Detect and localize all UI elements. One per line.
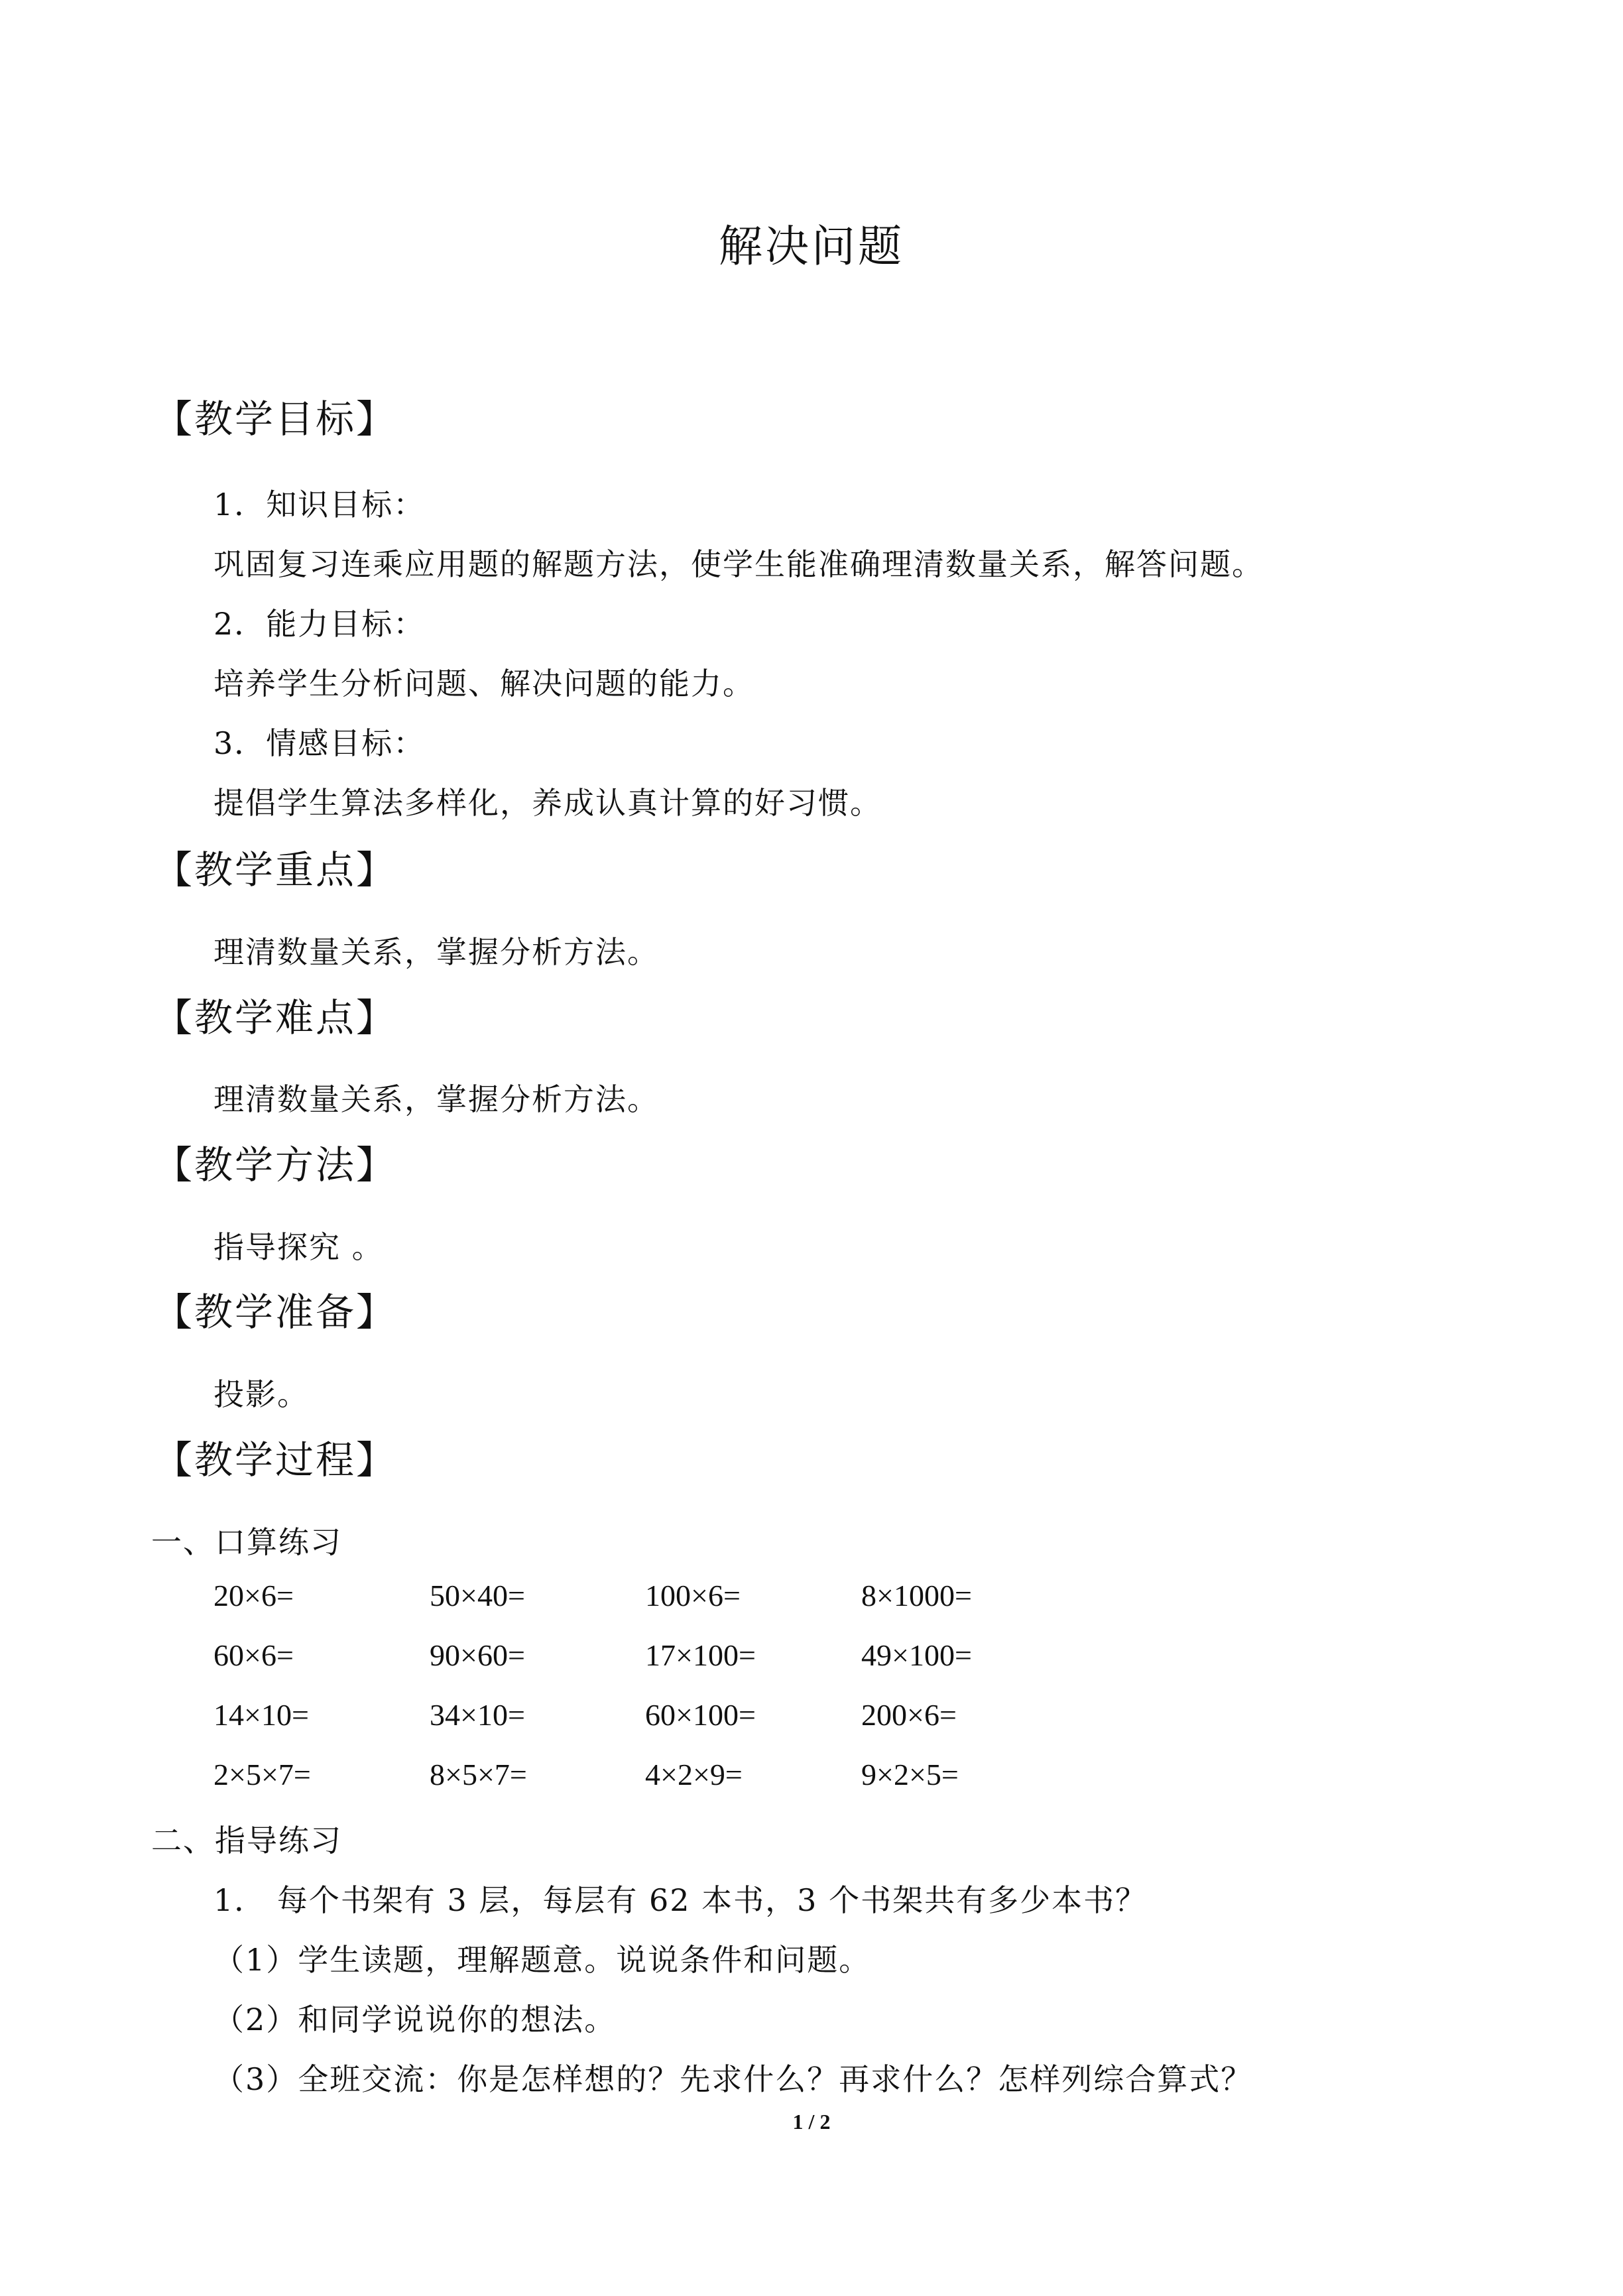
section-heading-process: 【教学过程】 — [154, 1437, 397, 1482]
goal-1-label: 1．知识目标： — [213, 487, 426, 522]
arithmetic-cell: 50×40= — [430, 1579, 525, 1612]
arithmetic-cell: 8×1000= — [861, 1579, 972, 1612]
arithmetic-cell: 90×60= — [430, 1638, 525, 1672]
preparation-text: 投影。 — [213, 1376, 309, 1412]
key-points-text: 理清数量关系，掌握分析方法。 — [213, 934, 659, 970]
arithmetic-cell: 8×5×7= — [430, 1758, 527, 1791]
section-heading-methods: 【教学方法】 — [154, 1142, 397, 1187]
difficulties-text: 理清数量关系，掌握分析方法。 — [213, 1081, 659, 1117]
goal-2-label: 2．能力目标： — [213, 606, 426, 642]
page-number: 1 / 2 — [792, 2110, 831, 2134]
part-2-title: 二、指导练习 — [151, 1823, 342, 1858]
methods-text: 指导探究 。 — [213, 1229, 384, 1265]
goal-2-text: 培养学生分析问题、解决问题的能力。 — [213, 666, 754, 701]
section-heading-goals: 【教学目标】 — [154, 396, 397, 442]
page-title: 解决问题 — [719, 221, 904, 272]
section-heading-preparation: 【教学准备】 — [154, 1290, 397, 1335]
arithmetic-cell: 2×5×7= — [213, 1758, 311, 1791]
question-1-step-1: （1）学生读题，理解题意。说说条件和问题。 — [213, 1942, 871, 1978]
question-1-step-3: （3）全班交流：你是怎样想的？先求什么？再求什么？怎样列综合算式？ — [213, 2061, 1253, 2097]
arithmetic-cell: 14×10= — [213, 1698, 309, 1732]
goal-3-text: 提倡学生算法多样化，养成认真计算的好习惯。 — [213, 785, 882, 821]
arithmetic-cell: 4×2×9= — [645, 1758, 743, 1791]
arithmetic-cell: 9×2×5= — [861, 1758, 959, 1791]
section-heading-key-points: 【教学重点】 — [154, 847, 397, 892]
arithmetic-cell: 60×100= — [645, 1698, 756, 1732]
goal-1-text: 巩固复习连乘应用题的解题方法，使学生能准确理清数量关系，解答问题。 — [213, 546, 1264, 582]
arithmetic-cell: 34×10= — [430, 1698, 525, 1732]
arithmetic-cell: 60×6= — [213, 1638, 294, 1672]
arithmetic-cell: 17×100= — [645, 1638, 756, 1672]
question-1: 1． 每个书架有 3 层，每层有 62 本书，3 个书架共有多少本书？ — [213, 1882, 1148, 1918]
arithmetic-cell: 49×100= — [861, 1638, 972, 1672]
arithmetic-cell: 20×6= — [213, 1579, 294, 1612]
part-1-title: 一、口算练习 — [151, 1524, 342, 1560]
arithmetic-cell: 200×6= — [861, 1698, 957, 1732]
section-heading-difficulties: 【教学难点】 — [154, 995, 397, 1040]
goal-3-label: 3．情感目标： — [213, 725, 426, 761]
question-1-step-2: （2）和同学说说你的想法。 — [213, 2002, 617, 2037]
arithmetic-cell: 100×6= — [645, 1579, 741, 1612]
